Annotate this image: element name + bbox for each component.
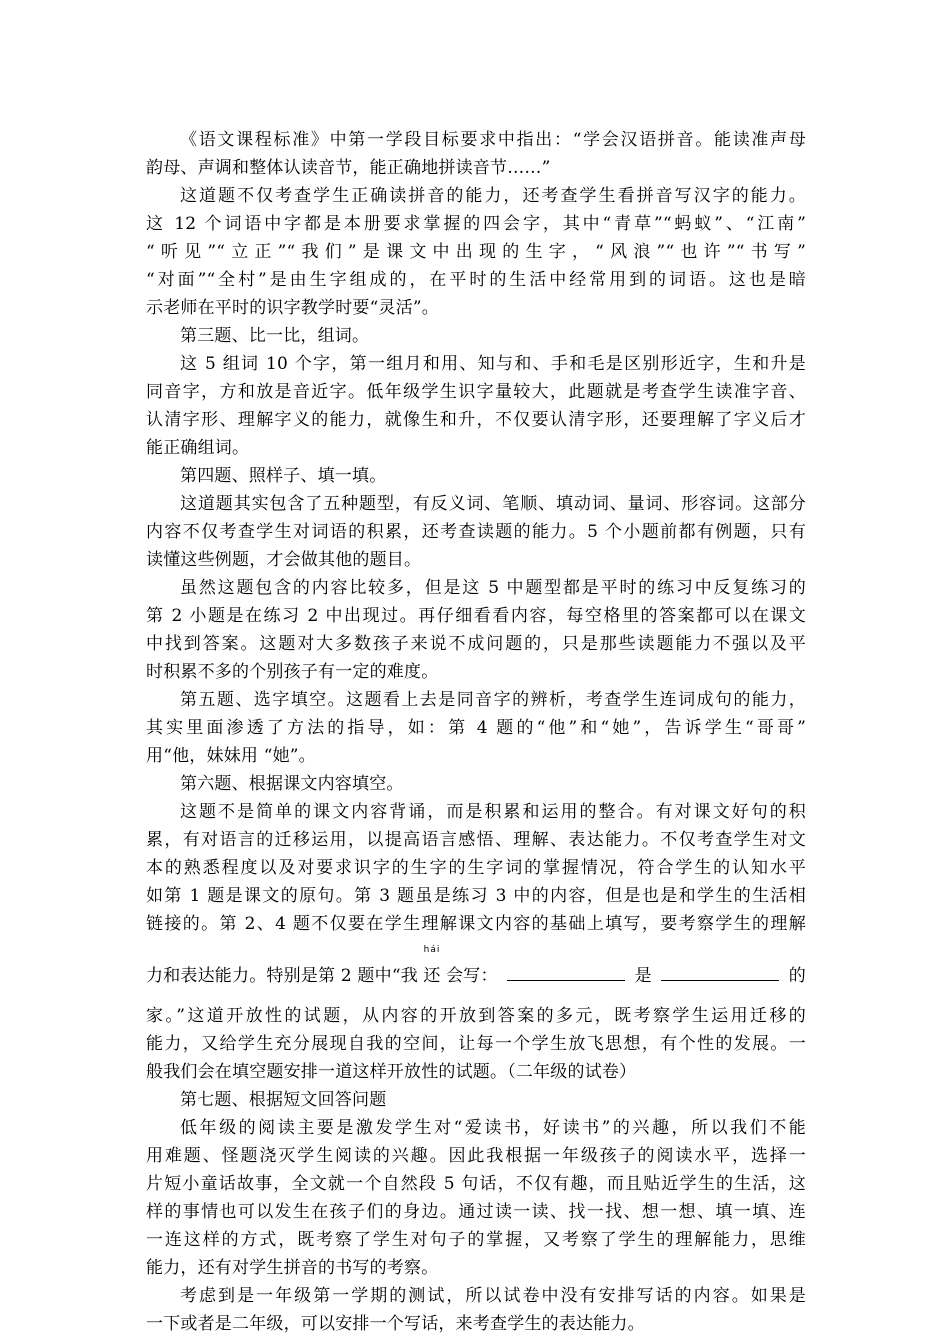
text-line: 本的熟悉程度以及对要求识字的生字的生字词的掌握情况，符合学生的认知水平: [146, 858, 806, 878]
text-line: 链接的。第 2、4 题不仅要在学生理解课文内容的基础上填写，要考察学生的理解: [146, 914, 806, 934]
fill-blank-2: [661, 964, 779, 981]
text-segment: 会写：: [446, 966, 498, 986]
text-line: 样的事情也可以发生在孩子们的身边。通过读一读、找一找、想一想、填一填、连: [146, 1202, 806, 1222]
fill-blank-1: [507, 964, 625, 981]
fill-in-line: [146, 945, 806, 990]
text-line: 片短小童话故事，全文就一个自然段 5 句话，不仅有趣，而且贴近学生的生活，这: [146, 1174, 806, 1194]
section-heading: 第七题、根据短文回答问题: [180, 1090, 387, 1110]
text-line: 第 2 小题是在练习 2 中出现过。再仔细看看内容，每空格里的答案都可以在课文: [146, 606, 806, 626]
pinyin-annotation: hái: [423, 945, 441, 955]
text-line: 第五题、选字填空。这题看上去是同音字的辨析，考查学生连词成句的能力，: [180, 690, 806, 710]
text-line: 般我们会在填空题安排一道这样开放性的试题。（二年级的试卷）: [146, 1062, 637, 1082]
text-line: 用难题、怪题浇灭学生阅读的兴趣。因此我根据一年级孩子的阅读水平，选择一: [146, 1146, 806, 1166]
text-line: 用“他，妹妹用 “她”。: [146, 746, 316, 766]
text-line: 虽然这题包含的内容比较多，但是这 5 中题型都是平时的练习中反复练习的: [180, 578, 806, 598]
annotated-char: 还: [423, 966, 441, 986]
text-line: 其实里面渗透了方法的指导，如：第 4 题的“他”和“她”，告诉学生“哥哥”: [146, 718, 806, 738]
text-line: 内容不仅考查学生对词语的积累，还考查读题的能力。5 个小题前都有例题，只有: [146, 522, 806, 542]
section-heading: 第四题、照样子、填一填。: [180, 466, 387, 486]
text-line: 一下或者是二年级，可以安排一个写话，来考查学生的表达能力。: [146, 1314, 645, 1334]
text-line: 韵母、声调和整体认读音节，能正确地拼读音节……”: [146, 158, 551, 178]
text-line: 这题不是简单的课文内容背诵，而是积累和运用的整合。有对课文好句的积: [180, 802, 806, 822]
pinyin-annotated-char: [423, 945, 441, 990]
text-line: 一连这样的方式，既考察了学生对句子的掌握，又考察了学生的理解能力，思维: [146, 1230, 806, 1250]
section-heading: 第三题、比一比，组词。: [180, 326, 370, 346]
text-line: 考虑到是一年级第一学期的测试，所以试卷中没有安排写话的内容。如果是: [180, 1286, 806, 1306]
text-line: 读懂这些例题，才会做其他的题目。: [146, 550, 422, 570]
text-line: 能正确组词。: [146, 438, 250, 458]
text-line: “听见”“立正”“我们”是课文中出现的生字，“风浪”“也许”“书写”: [146, 242, 806, 262]
text-line: 家。”这道开放性的试题，从内容的开放到答案的多元，既考察学生运用迁移的: [146, 1006, 806, 1026]
text-line: 同音字，方和放是音近字。低年级学生识字量较大，此题就是考查学生读准字音、: [146, 382, 806, 402]
text-line: 时积累不多的个别孩子有一定的难度。: [146, 662, 439, 682]
text-segment: 的: [788, 966, 806, 986]
text-segment: 力和表达能力。特别是第 2 题中“我: [146, 966, 418, 986]
text-line: 示老师在平时的识字教学时要“灵活”。: [146, 298, 439, 318]
text-segment: 是: [634, 966, 652, 986]
text-line: 这道题不仅考查学生正确读拼音的能力，还考查学生看拼音写汉字的能力。: [180, 186, 806, 206]
text-line: 认清字形、理解字义的能力，就像生和升，不仅要认清字形，还要理解了字义后才: [146, 410, 806, 430]
text-line: “对面”“全村”是由生字组成的，在平时的生活中经常用到的词语。这也是暗: [146, 270, 806, 290]
text-line: 能力，又给学生充分展现自我的空间，让每一个学生放飞思想，有个性的发展。一: [146, 1034, 806, 1054]
text-line: 这道题其实包含了五种题型，有反义词、笔顺、填动词、量词、形容词。这部分: [180, 494, 806, 514]
text-line: 能力，还有对学生拼音的书写的考察。: [146, 1258, 439, 1278]
text-line: 《语文课程标准》中第一学段目标要求中指出：“学会汉语拼音。能读准声母: [180, 130, 806, 150]
text-line: 这 12 个词语中字都是本册要求掌握的四会字，其中“青草”“蚂蚁”、“江南”: [146, 214, 806, 234]
text-line: 如第 1 题是课文的原句。第 3 题虽是练习 3 中的内容，但是也是和学生的生活相: [146, 886, 806, 906]
text-line: 累，有对语言的迁移运用，以提高语言感悟、理解、表达能力。不仅考查学生对文: [146, 830, 806, 850]
text-line: 低年级的阅读主要是激发学生对“爱读书，好读书”的兴趣，所以我们不能: [180, 1118, 806, 1138]
section-heading: 第六题、根据课文内容填空。: [180, 774, 404, 794]
text-line: 中找到答案。这题对大多数孩子来说不成问题的，只是那些读题能力不强以及平: [146, 634, 806, 654]
text-line: 这 5 组词 10 个字，第一组月和用、知与和、手和毛是区别形近字，生和升是: [180, 354, 806, 374]
